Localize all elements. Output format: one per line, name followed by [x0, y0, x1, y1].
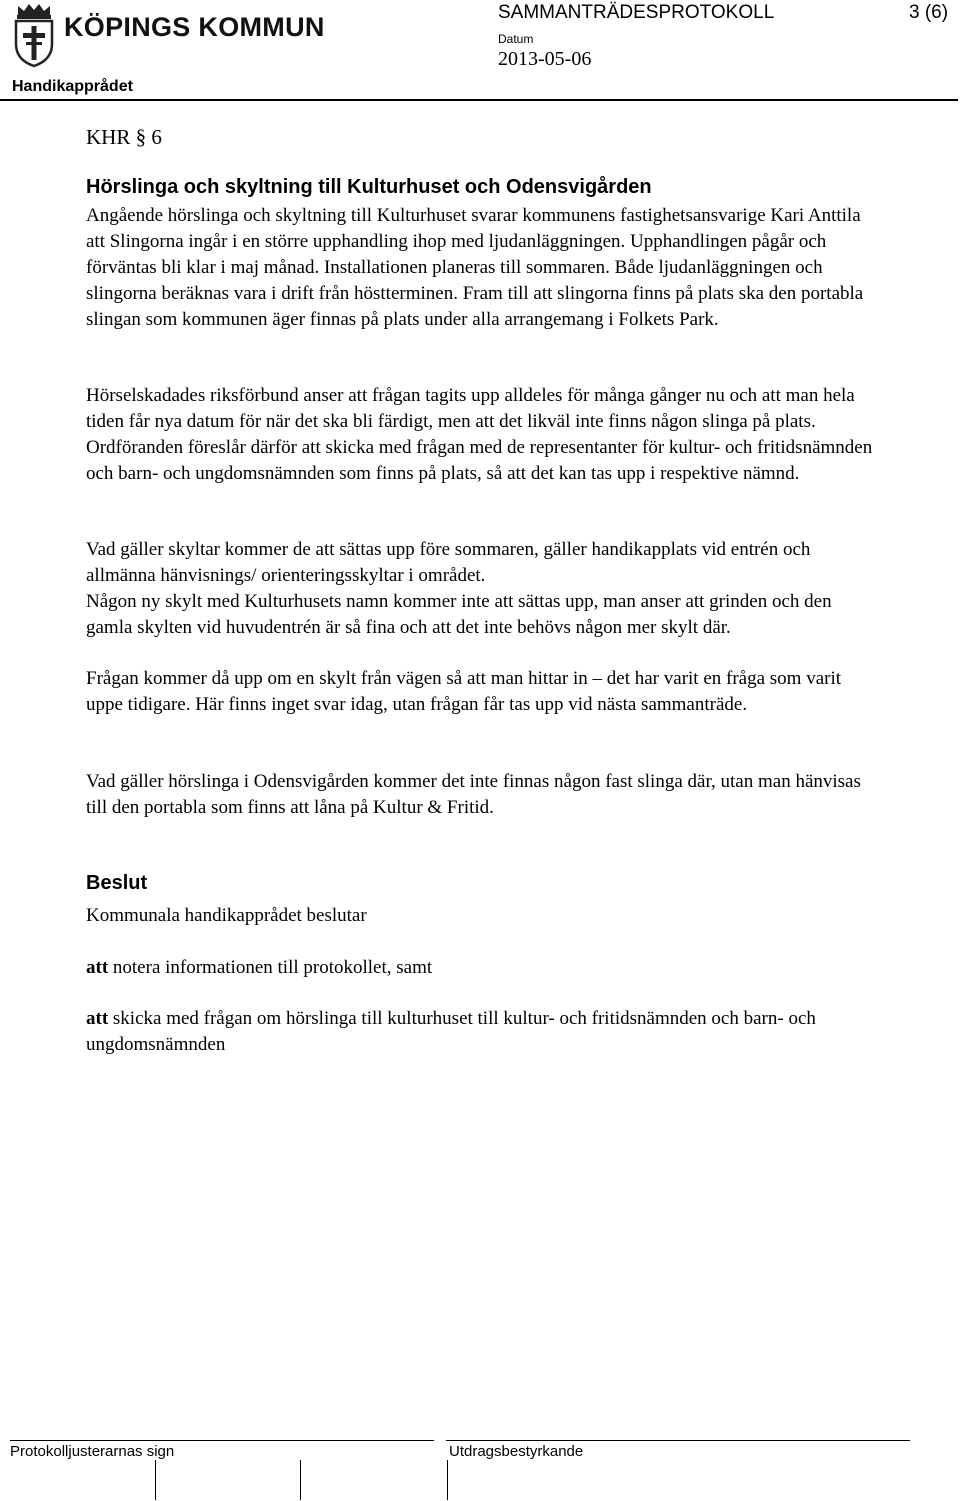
paragraph-6: Vad gäller hörslinga i Odensvigården kommer det inte finnas någon fast slinga där, utan man hänvisas till den portabla som finns att låna på Kultur & Fritid. [86, 771, 861, 818]
signature-rule-right [446, 1440, 910, 1441]
paragraph-5: Frågan kommer då upp om en skylt från vägen så att man hittar in – det har varit en fråga som varit uppe tidigare. Här finns inget svar idag, utan frågan får tas upp vid nästa sammanträde. [86, 668, 842, 715]
section-title: Hörslinga och skyltning till Kulturhuset och Odensvigården [86, 176, 652, 198]
date-label: Datum [498, 32, 534, 46]
header-divider [0, 99, 958, 101]
signature-divider [300, 1460, 301, 1500]
section-id: KHR § 6 [86, 125, 162, 149]
document-type: SAMMANTRÄDESPROTOKOLL [498, 2, 775, 23]
date-value: 2013-05-06 [498, 48, 592, 70]
coat-of-arms-icon [12, 2, 56, 68]
signature-divider [155, 1460, 156, 1500]
signature-label: Protokolljusterarnas sign [10, 1443, 175, 1460]
decision-item [86, 1006, 876, 1058]
page-number: 3 (6) [909, 2, 949, 23]
paragraph-2: Hörselskadades riksförbund anser att frågan tagits upp alldeles för många gånger nu och att man hela tiden får nya datum för när det ska bli färdigt, men att det likväl inte finns någon slinga på plats. Ordföranden föreslår därför att skicka med frågan med de representanter för kultur- och fritidsnämnden och barn- och ungdomsnämnden som finns på plats, så att det kan tas upp i respektive nämnd. [86, 385, 873, 484]
paragraph-1: Angående hörslinga och skyltning till Kulturhuset svarar kommunens fastighetsansvarige Kari Anttila att Slingorna ingår i en större upphandling ihop med ljudanläggningen. Upphandlingen pågår och förväntas bli klar i maj månad. Installationen planeras till sommaren. Både ljudanläggningen och slingorna beräknas vara i drift från höstterminen. Fram till att slingorna finns på plats ska den portabla slingan som kommunen äger finnas på plats under alla arrangemang i Folkets Park. [86, 205, 864, 330]
decision-heading: Beslut [86, 872, 148, 894]
unit-name: Handikapprådet [12, 78, 133, 95]
organization-name: KÖPINGS KOMMUN [64, 12, 325, 42]
signature-divider [447, 1460, 448, 1500]
paragraph-4: Någon ny skylt med Kulturhusets namn kommer inte att sättas upp, man anser att grinden och den gamla skylten vid huvudentrén är så fina och att det inte behövs någon mer skylt där. [86, 591, 832, 638]
decision-intro: Kommunala handikapprådet beslutar [86, 905, 367, 926]
certification-label: Utdragsbestyrkande [449, 1443, 584, 1460]
decision-keyword: att [86, 1008, 109, 1029]
signature-rule-left [10, 1440, 434, 1441]
decision-text: notera informationen till protokollet, samt [108, 957, 433, 978]
decision-keyword: att [86, 957, 109, 978]
decision-text: skicka med frågan om hörslinga till kulturhuset till kultur- och fritidsnämnden och barn- och ungdomsnämnden [86, 1008, 816, 1055]
paragraph-3: Vad gäller skyltar kommer de att sättas upp före sommaren, gäller handikapplats vid entrén och allmänna hänvisnings/ orienteringsskyltar i området. [86, 539, 811, 586]
decision-item [86, 955, 876, 981]
